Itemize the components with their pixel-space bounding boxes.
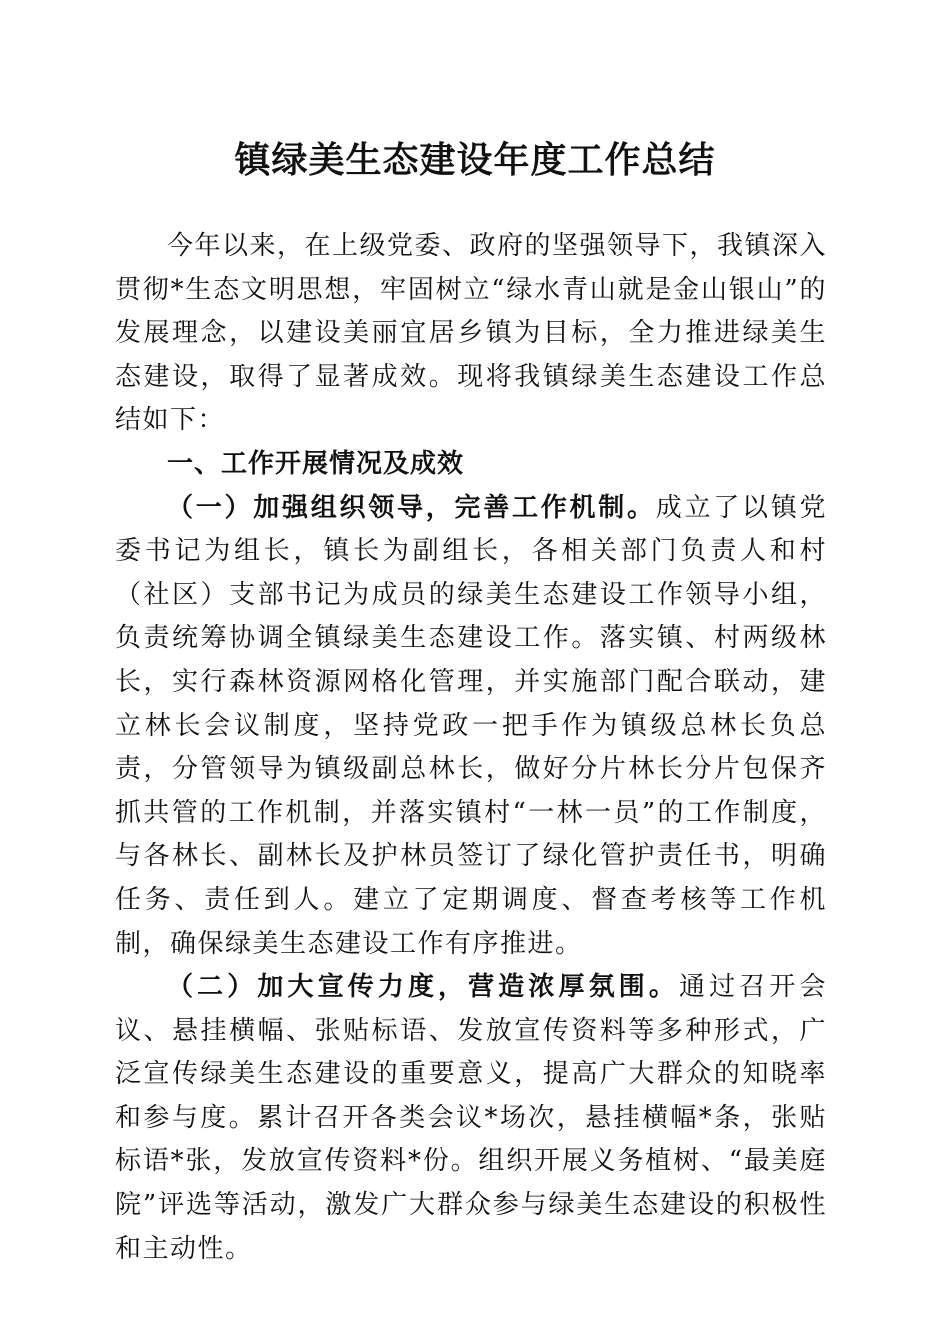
item-1-paragraph — [115, 487, 827, 967]
item-2-text: 通过召开会议、悬挂横幅、张贴标语、发放宣传资料等多种形式，广泛宣传绿美生态建设的重要意义，提高广大群众的知晓率和参与度。累计召开各类会议*场次，悬挂横幅*条，张贴标语*张，发放宣传资料*份。组织开展义务植树、“最美庭院”评选等活动，激发广大群众参与绿美生态建设的积极性和主动性。 — [115, 972, 827, 1264]
item-2-paragraph — [115, 966, 827, 1271]
section-heading: 一、工作开展情况及成效 — [167, 448, 465, 479]
item-1-text: 成立了以镇党委书记为组长，镇长为副组长，各相关部门负责人和村（社区）支部书记为成员的绿美生态建设工作领导小组，负责统筹协调全镇绿美生态建设工作。落实镇、村两级林长，实行森林资源网格化管理，并实施部门配合联动，建立林长会议制度，坚持党政一把手作为镇级总林长负总责，分管领导为镇级副总林长，做好分片林长分片包保齐抓共管的工作机制，并落实镇村“一林一员”的工作制度，与各林长、副林长及护林员签订了绿化管护责任书，明确任务、责任到人。建立了定期调度、督查考核等工作机制，确保绿美生态建设工作有序推进。 — [115, 492, 827, 959]
item-1-lead: （一）加强组织领导，完善工作机制。 — [167, 492, 656, 523]
document-body — [115, 225, 827, 1271]
document-title: 镇绿美生态建设年度工作总结 — [234, 139, 716, 181]
item-2-lead: （二）加大宣传力度，营造浓厚氛围。 — [167, 972, 679, 1003]
intro-paragraph: 今年以来，在上级党委、政府的坚强领导下，我镇深入贯彻*生态文明思想，牢固树立“绿水青山就是金山银山”的发展理念，以建设美丽宜居乡镇为目标，全力推进绿美生态建设，取得了显著成效。现将我镇绿美生态建设工作总结如下： — [115, 231, 828, 436]
